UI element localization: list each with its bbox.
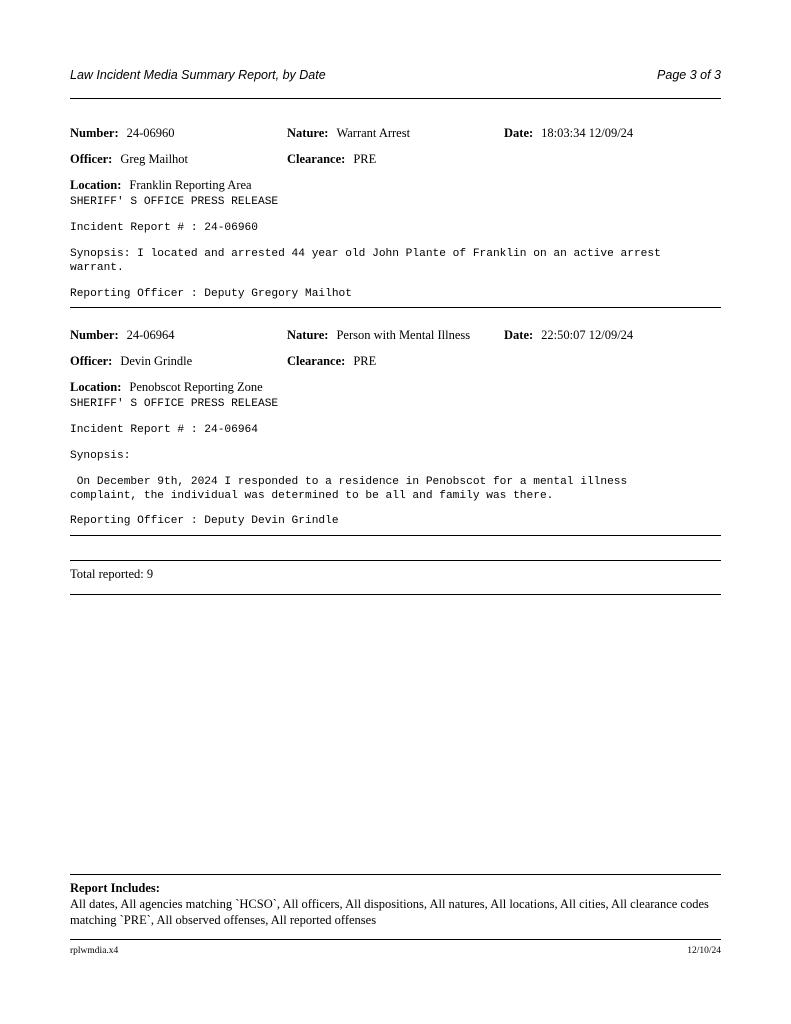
synopsis-text: On December 9th, 2024 I responded to a residence in Penobscot for a mental illness complaint, the individual was determined to be all and family was there. [70, 476, 628, 502]
press-release-line: SHERIFF' S OFFICE PRESS RELEASE [70, 398, 279, 410]
report-includes-label: Report Includes: [70, 881, 160, 895]
incident-number [70, 328, 175, 343]
number-value: 24-06964 [126, 328, 175, 342]
clearance-value: PRE [353, 354, 377, 368]
nature-value: Warrant Arrest [336, 126, 411, 140]
print-date: 12/10/24 [687, 946, 721, 956]
incident-officer [70, 354, 192, 369]
incident-date [504, 126, 633, 141]
synopsis-label: Synopsis: [70, 450, 131, 462]
incident-nature [287, 328, 470, 343]
location-label: Location: [70, 178, 122, 192]
date-value: 22:50:07 12/09/24 [541, 328, 634, 342]
clearance-label: Clearance: [287, 354, 346, 368]
incident-divider [70, 535, 721, 536]
incident-officer [70, 152, 188, 167]
officer-value: Devin Grindle [120, 354, 193, 368]
footer-top-divider [70, 874, 721, 875]
nature-value: Person with Mental Illness [336, 328, 471, 342]
clearance-label: Clearance: [287, 152, 346, 166]
reporting-officer-line: Reporting Officer : Deputy Devin Grindle [70, 515, 339, 527]
incident-clearance [287, 152, 376, 167]
number-label: Number: [70, 126, 119, 140]
location-value: Penobscot Reporting Zone [129, 380, 263, 394]
incident-number [70, 126, 175, 141]
date-label: Date: [504, 126, 534, 140]
officer-label: Officer: [70, 354, 113, 368]
report-includes-text: All dates, All agencies matching `HCSO`, All officers, All dispositions, All natures, All locations, All cities, All clearance codes matching `PRE`, All observed offenses, All reported offenses [70, 897, 709, 927]
page-number: Page 3 of 3 [657, 68, 721, 82]
incident-nature [287, 126, 410, 141]
incident-location [70, 178, 252, 193]
reporting-officer-line: Reporting Officer : Deputy Gregory Mailhot [70, 288, 352, 300]
report-includes [70, 880, 721, 928]
location-value: Franklin Reporting Area [129, 178, 252, 192]
clearance-value: PRE [353, 152, 377, 166]
nature-label: Nature: [287, 126, 329, 140]
incident-divider [70, 307, 721, 308]
incident-date [504, 328, 633, 343]
number-label: Number: [70, 328, 119, 342]
date-label: Date: [504, 328, 534, 342]
incident-report-line: Incident Report # : 24-06960 [70, 222, 258, 234]
program-name: rplwmdia.x4 [70, 946, 119, 956]
incident-report-line: Incident Report # : 24-06964 [70, 424, 258, 436]
number-value: 24-06960 [126, 126, 175, 140]
officer-label: Officer: [70, 152, 113, 166]
report-title: Law Incident Media Summary Report, by Date [70, 68, 326, 82]
location-label: Location: [70, 380, 122, 394]
nature-label: Nature: [287, 328, 329, 342]
total-top-divider [70, 560, 721, 561]
incident-location [70, 380, 263, 395]
total-bottom-divider [70, 594, 721, 595]
synopsis-text: Synopsis: I located and arrested 44 year old John Plante of Franklin on an active arrest warrant. [70, 248, 661, 274]
incident-clearance [287, 354, 376, 369]
officer-value: Greg Mailhot [120, 152, 189, 166]
press-release-line: SHERIFF' S OFFICE PRESS RELEASE [70, 196, 279, 208]
footer-bottom-divider [70, 939, 721, 940]
date-value: 18:03:34 12/09/24 [541, 126, 634, 140]
header-divider [70, 98, 721, 99]
total-reported: Total reported: 9 [70, 567, 154, 581]
